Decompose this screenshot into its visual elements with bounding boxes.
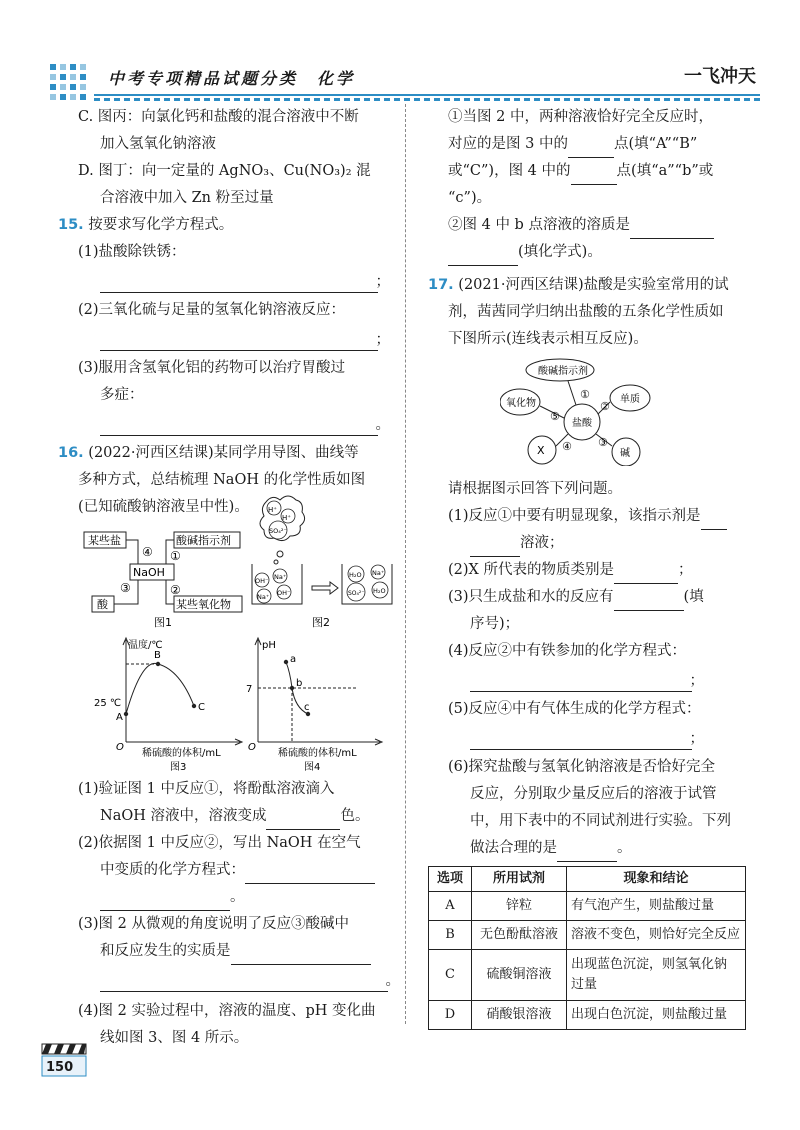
r2-pre: ②图 4 中 b 点溶液的溶质是: [448, 217, 630, 233]
table-header: 所用试剂: [472, 867, 567, 892]
page-number: 150: [46, 1060, 74, 1075]
q17-line3: 下图所示(连线表示相互反应)。: [448, 331, 648, 347]
q16-s4-line2: 线如图 3、图 4 所示。: [100, 1030, 249, 1046]
fig2-na-ion-1: Na⁺: [274, 573, 287, 581]
figure-1-2: [80, 492, 400, 630]
table-cell: B: [429, 921, 472, 950]
fig5-center: 盐酸: [572, 418, 592, 429]
q16-s2-line3: [58, 884, 398, 911]
q17-s5-answer-line[interactable]: [470, 727, 704, 750]
fig4-y7: 7: [246, 684, 253, 695]
fig5-indicator: 酸碱指示剂: [538, 366, 588, 377]
table-row: [429, 950, 746, 1001]
figure-3-4: [90, 632, 400, 774]
fig2-caption: 图2: [312, 616, 330, 629]
fig5-n5: ⑤: [550, 410, 560, 423]
fig2-h-ion-1: H⁺: [268, 506, 277, 514]
fig3-ylabel: 温度/℃: [128, 640, 163, 651]
q17-s2: [428, 557, 748, 584]
fig5-oxide: 氧化物: [506, 398, 536, 409]
fig2-h-ion-2: H⁺: [282, 514, 291, 522]
table-row: [429, 1001, 746, 1030]
q16-s1-line2: [58, 803, 398, 830]
option-d-line2: 合溶液中加入 Zn 粉至过量: [100, 190, 274, 206]
q17-s1-blank1[interactable]: [701, 511, 727, 530]
r1-pre: 对应的是图 3 中的: [448, 136, 568, 152]
q16-s1-post: 色。: [340, 808, 370, 824]
r2-blank2[interactable]: [448, 247, 518, 266]
option-c-line2: 加入氢氧化钠溶液: [100, 136, 216, 152]
semicolon: ；: [375, 274, 390, 290]
fig2-na-ion-3: Na⁺: [372, 569, 385, 577]
q17-s3-blank[interactable]: [614, 592, 684, 611]
q15-answer3-line[interactable]: [100, 413, 390, 436]
q16-s1-pre: NaOH 溶液中，溶液变成: [100, 808, 267, 824]
fig2-oh-ion-2: OH⁻: [277, 589, 291, 597]
q17-line2: 剂，茜茜同学归纳出盐酸的五条化学性质如: [448, 304, 724, 320]
table-cell: 有气泡产生，则盐酸过量: [567, 892, 746, 921]
option-d-line1: D. 图丁：向一定量的 AgNO₃、Cu(NO₃)₂ 混: [78, 163, 371, 179]
fig3-xlabel: 稀硫酸的体积/mL: [142, 748, 221, 759]
fig1-indicator-label: 酸碱指示剂: [176, 534, 231, 547]
q16-s3-blank[interactable]: [231, 946, 371, 965]
r2-line1: [428, 212, 748, 239]
q15-text: 按要求写化学方程式。: [88, 217, 234, 233]
fig1-n2: ②: [170, 583, 181, 597]
fig5-base: 碱: [620, 448, 630, 459]
fig5-n4: ④: [562, 440, 572, 453]
q16-s2-blank[interactable]: [245, 865, 375, 884]
r2-blank1[interactable]: [630, 220, 714, 239]
table-header: 现象和结论: [567, 867, 746, 892]
q17-s6-line1: (6)探究盐酸与氢氧化钠溶液是否恰好完全: [448, 759, 716, 775]
q17-s1-pre: (1)反应①中要有明显现象，该指示剂是: [448, 508, 701, 524]
fig3-origin: O: [116, 742, 124, 753]
table-row: [429, 921, 746, 950]
fig4-point-b: b: [296, 678, 303, 689]
table-cell: C: [429, 950, 472, 1001]
fig2-h2o-1: H₂O: [349, 571, 362, 579]
table-cell: 出现白色沉淀，则盐酸过量: [567, 1001, 746, 1030]
q16-number: 16.: [58, 445, 84, 461]
q15-part3-line1: (3)服用含氢氧化铝的药物可以治疗胃酸过: [78, 360, 346, 376]
column-divider: [405, 104, 406, 1024]
table-cell: 溶液不变色，则恰好完全反应: [567, 921, 746, 950]
fig5-element: 单质: [620, 394, 640, 405]
header-title: 中考专项精品试题分类 化学: [108, 69, 356, 88]
q16-s3-line2: [58, 938, 398, 965]
q16-line1: [58, 440, 398, 467]
header-dotted-rule: [94, 98, 760, 101]
r1-line3: [428, 158, 748, 185]
fig4-caption: 图4: [304, 762, 321, 773]
q16-s1-line1: (1)验证图 1 中反应①，将酚酞溶液滴入: [78, 781, 335, 797]
table-header-row: [429, 867, 746, 892]
table-cell: 无色酚酞溶液: [472, 921, 567, 950]
right-column-lower: [428, 476, 748, 862]
q17-s3-line2: 序号)；: [470, 616, 520, 632]
r1-post: 点(填“A”“B”: [613, 136, 698, 152]
q17-text1: (2021·河西区结课)盐酸是实验室常用的试: [458, 277, 729, 293]
q17-s6-line2: 反应，分别取少量反应后的溶液于试管: [470, 786, 717, 802]
q16-line2: 多种方式，总结梳理 NaOH 的化学性质如图: [78, 472, 366, 488]
q17-s6-line4: [428, 835, 748, 862]
q16-s1-blank[interactable]: [266, 811, 340, 830]
option-c-line1: C. 图丙：向氯化钙和盐酸的混合溶液中不断: [78, 109, 359, 125]
semicolon: ；: [689, 673, 704, 689]
q17-s6-line3: 中，用下表中的不同试剂进行实验。下列: [470, 813, 731, 829]
q17-ask: 请根据图示回答下列问题。: [448, 481, 622, 497]
q16-text1: (2022·河西区结课)某同学用导图、曲线等: [88, 445, 359, 461]
q17-s6-blank[interactable]: [557, 843, 617, 862]
fig5-n1: ①: [580, 388, 590, 401]
q17-number: 17.: [428, 277, 454, 293]
fig2-so4-ion-2: SO₄²⁻: [348, 590, 365, 597]
q15-part1: (1)盐酸除铁锈：: [78, 244, 186, 260]
q17-s3-pre: (3)只生成盐和水的反应有: [448, 589, 614, 605]
left-column: [58, 104, 398, 521]
fig5-n2: ②: [600, 400, 610, 413]
fig4-origin: O: [248, 742, 256, 753]
left-column-lower: [58, 776, 398, 1052]
q17-s1-blank2[interactable]: [470, 538, 520, 557]
fig2-oh-ion-1: OH⁻: [255, 577, 269, 585]
period: 。: [230, 889, 245, 905]
fig4-ylabel: pH: [262, 640, 276, 651]
table-cell: 硝酸银溶液: [472, 1001, 567, 1030]
options-table: [428, 866, 746, 1030]
q17-s1-line2: [428, 530, 748, 557]
fig4-xlabel: 稀硫酸的体积/mL: [278, 748, 357, 759]
table-cell: D: [429, 1001, 472, 1030]
r1c-post: 点(填“a”“b”或: [616, 163, 714, 179]
r1-blank2[interactable]: [571, 166, 617, 185]
q15-title: [58, 212, 398, 239]
fig5-n3: ③: [598, 436, 608, 449]
q17-s1-line1: [428, 503, 748, 530]
semicolon: ；: [689, 731, 704, 747]
fig3-point-a: A: [116, 712, 123, 723]
fig5-x: X: [537, 444, 545, 457]
q16-s2-pre: 中变质的化学方程式：: [100, 862, 245, 878]
r1-line4: “c”)。: [448, 190, 492, 206]
fig2-h2o-2: H₂O: [373, 587, 386, 595]
fig3-point-c: C: [198, 702, 205, 713]
header-grid-icon: [48, 60, 94, 102]
fig3-point-b: B: [154, 650, 161, 661]
right-column: [428, 104, 748, 353]
q17-s5: (5)反应④中有气体生成的化学方程式：: [448, 701, 701, 717]
q15-part2: (2)三氧化硫与足量的氢氧化钠溶液反应：: [78, 302, 346, 318]
table-cell: [567, 950, 746, 1001]
semicolon: ；: [375, 332, 390, 348]
fig2-na-ion-2: Na⁺: [257, 593, 270, 601]
table-cell: 锌粒: [472, 892, 567, 921]
q15-part3-line2: 多症：: [100, 387, 144, 403]
fig1-salt-label: 某些盐: [88, 534, 121, 547]
semicolon: ；: [677, 562, 693, 578]
fig1-n3: ③: [120, 581, 131, 595]
q17-s3-line1: [428, 584, 748, 611]
fig1-n1: ①: [170, 549, 181, 563]
q16-s2-blank2[interactable]: [100, 892, 230, 911]
r1-line1: ①当图 2 中，两种溶液恰好完全反应时，: [448, 109, 713, 125]
fig3-caption: 图3: [170, 762, 187, 773]
q16-s3-answer-line[interactable]: [100, 969, 400, 992]
r1c-pre: 或“C”)，图 4 中的: [448, 163, 571, 179]
q16-s2-line2: [58, 857, 398, 884]
fig4-point-c: c: [304, 702, 310, 713]
header-brand: 一飞冲天: [684, 66, 756, 87]
table-cell: 硫酸铜溶液: [472, 950, 567, 1001]
q16-s3-pre: 和反应发生的实质是: [100, 943, 231, 959]
q15-answer2-line[interactable]: [100, 328, 390, 351]
table-cell-line2: 过量: [571, 977, 598, 992]
table-header: 选项: [429, 867, 472, 892]
table-cell-line1: 出现蓝色沉淀，则氢氧化钠: [571, 957, 728, 972]
r2-post: (填化学式)。: [518, 244, 602, 260]
page-header: [48, 60, 760, 102]
fig1-center-label: NaOH: [133, 566, 165, 579]
r1-blank1[interactable]: [568, 139, 614, 158]
fig2-so4-ion-1: SO₄²⁻: [269, 527, 287, 535]
q16-s2-line1: (2)依据图 1 中反应②，写出 NaOH 在空气: [78, 835, 361, 851]
header-rule: [94, 94, 760, 96]
q17-s1-post: 溶液；: [520, 535, 564, 551]
period: 。: [617, 840, 632, 856]
q15-answer1-line[interactable]: [100, 270, 390, 293]
q17-s4: (4)反应②中有铁参加的化学方程式：: [448, 643, 687, 659]
fig4-point-a: a: [290, 654, 297, 665]
table-row: [429, 892, 746, 921]
period: 。: [385, 973, 400, 989]
fig1-n4: ④: [142, 545, 153, 559]
fig1-acid-label: 酸: [97, 598, 108, 611]
table-cell: A: [429, 892, 472, 921]
page-number-badge: [40, 1042, 90, 1082]
fig1-caption: 图1: [154, 616, 172, 629]
q17-s3-post: (填: [683, 589, 704, 605]
q16-s3-line1: (3)图 2 从微观的角度说明了反应③酸碱中: [78, 916, 349, 932]
q17-s4-answer-line[interactable]: [470, 669, 704, 692]
period: 。: [375, 417, 390, 433]
q17-s2-blank[interactable]: [614, 565, 678, 584]
q17-line1: [428, 272, 748, 299]
q17-s2-pre: (2)X 所代表的物质类别是: [448, 562, 614, 578]
q17-s6-pre: 做法合理的是: [470, 840, 557, 856]
q15-number: 15.: [58, 217, 84, 233]
r2-line2: [428, 239, 748, 266]
q16-line3: (已知硫酸钠溶液呈中性)。: [78, 499, 249, 515]
fig1-oxide-label: 某些氧化物: [176, 598, 231, 611]
figure-hcl-properties: [500, 358, 670, 466]
fig3-y25: 25 ℃: [94, 698, 122, 709]
r1-line2: [428, 131, 748, 158]
q16-s4-line1: (4)图 2 实验过程中，溶液的温度、pH 变化曲: [78, 1003, 376, 1019]
